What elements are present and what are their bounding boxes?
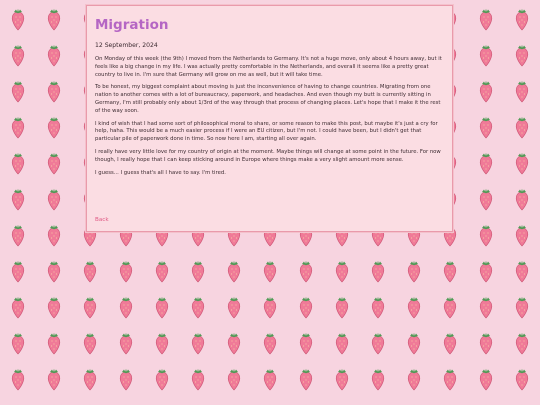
back-link[interactable]: Back: [95, 217, 109, 223]
post-title: Migration: [95, 17, 169, 33]
post-paragraph-1: On Monday of this week (the 9th) I moved from the Netherlands to Germany. It's not a huge move, only about 4 hours away, but it feels like a big change in my life. I was actually pretty comfortable in the Netherlands, and overall it seems like a pretty great country to live in. I'm sure that Germany will grow on me as well, but it will take time.: [95, 56, 442, 78]
post-date: 12 September, 2024: [95, 42, 158, 49]
post-paragraph-2: To be honest, my biggest complaint about moving is just the inconvenience of having to change countries. Migrating from one nation to another comes with a lot of bureaucracy, paperwork, and headaches. And even though my butt is currently sitting in Germany, I'm still probably only about 1/3rd of the way through that process of changing places. Let's hope that I make it the rest of the way soon.: [95, 84, 441, 114]
post-paragraph-5: I guess... I guess that's all I have to say. I'm tired.: [95, 169, 226, 176]
post-paragraph-3: I kind of wish that I had some sort of philosophical moral to share, or some reason to make this post, but maybe it's just a cry for help, haha. This would be a much easier process if I were an EU citizen, but I'm not. I could have been, but I didn't get that particular pile of paperwork done in time. So now here I am, starting all over again.: [95, 120, 438, 143]
blog-post-card: [86, 5, 453, 232]
post-paragraph-4: I really have very little love for my country of origin at the moment. Maybe things will change at some point in the future. For now though, I really hope that I can keep sticking around in Europe where things make a very slight amount more sense.: [95, 148, 441, 163]
